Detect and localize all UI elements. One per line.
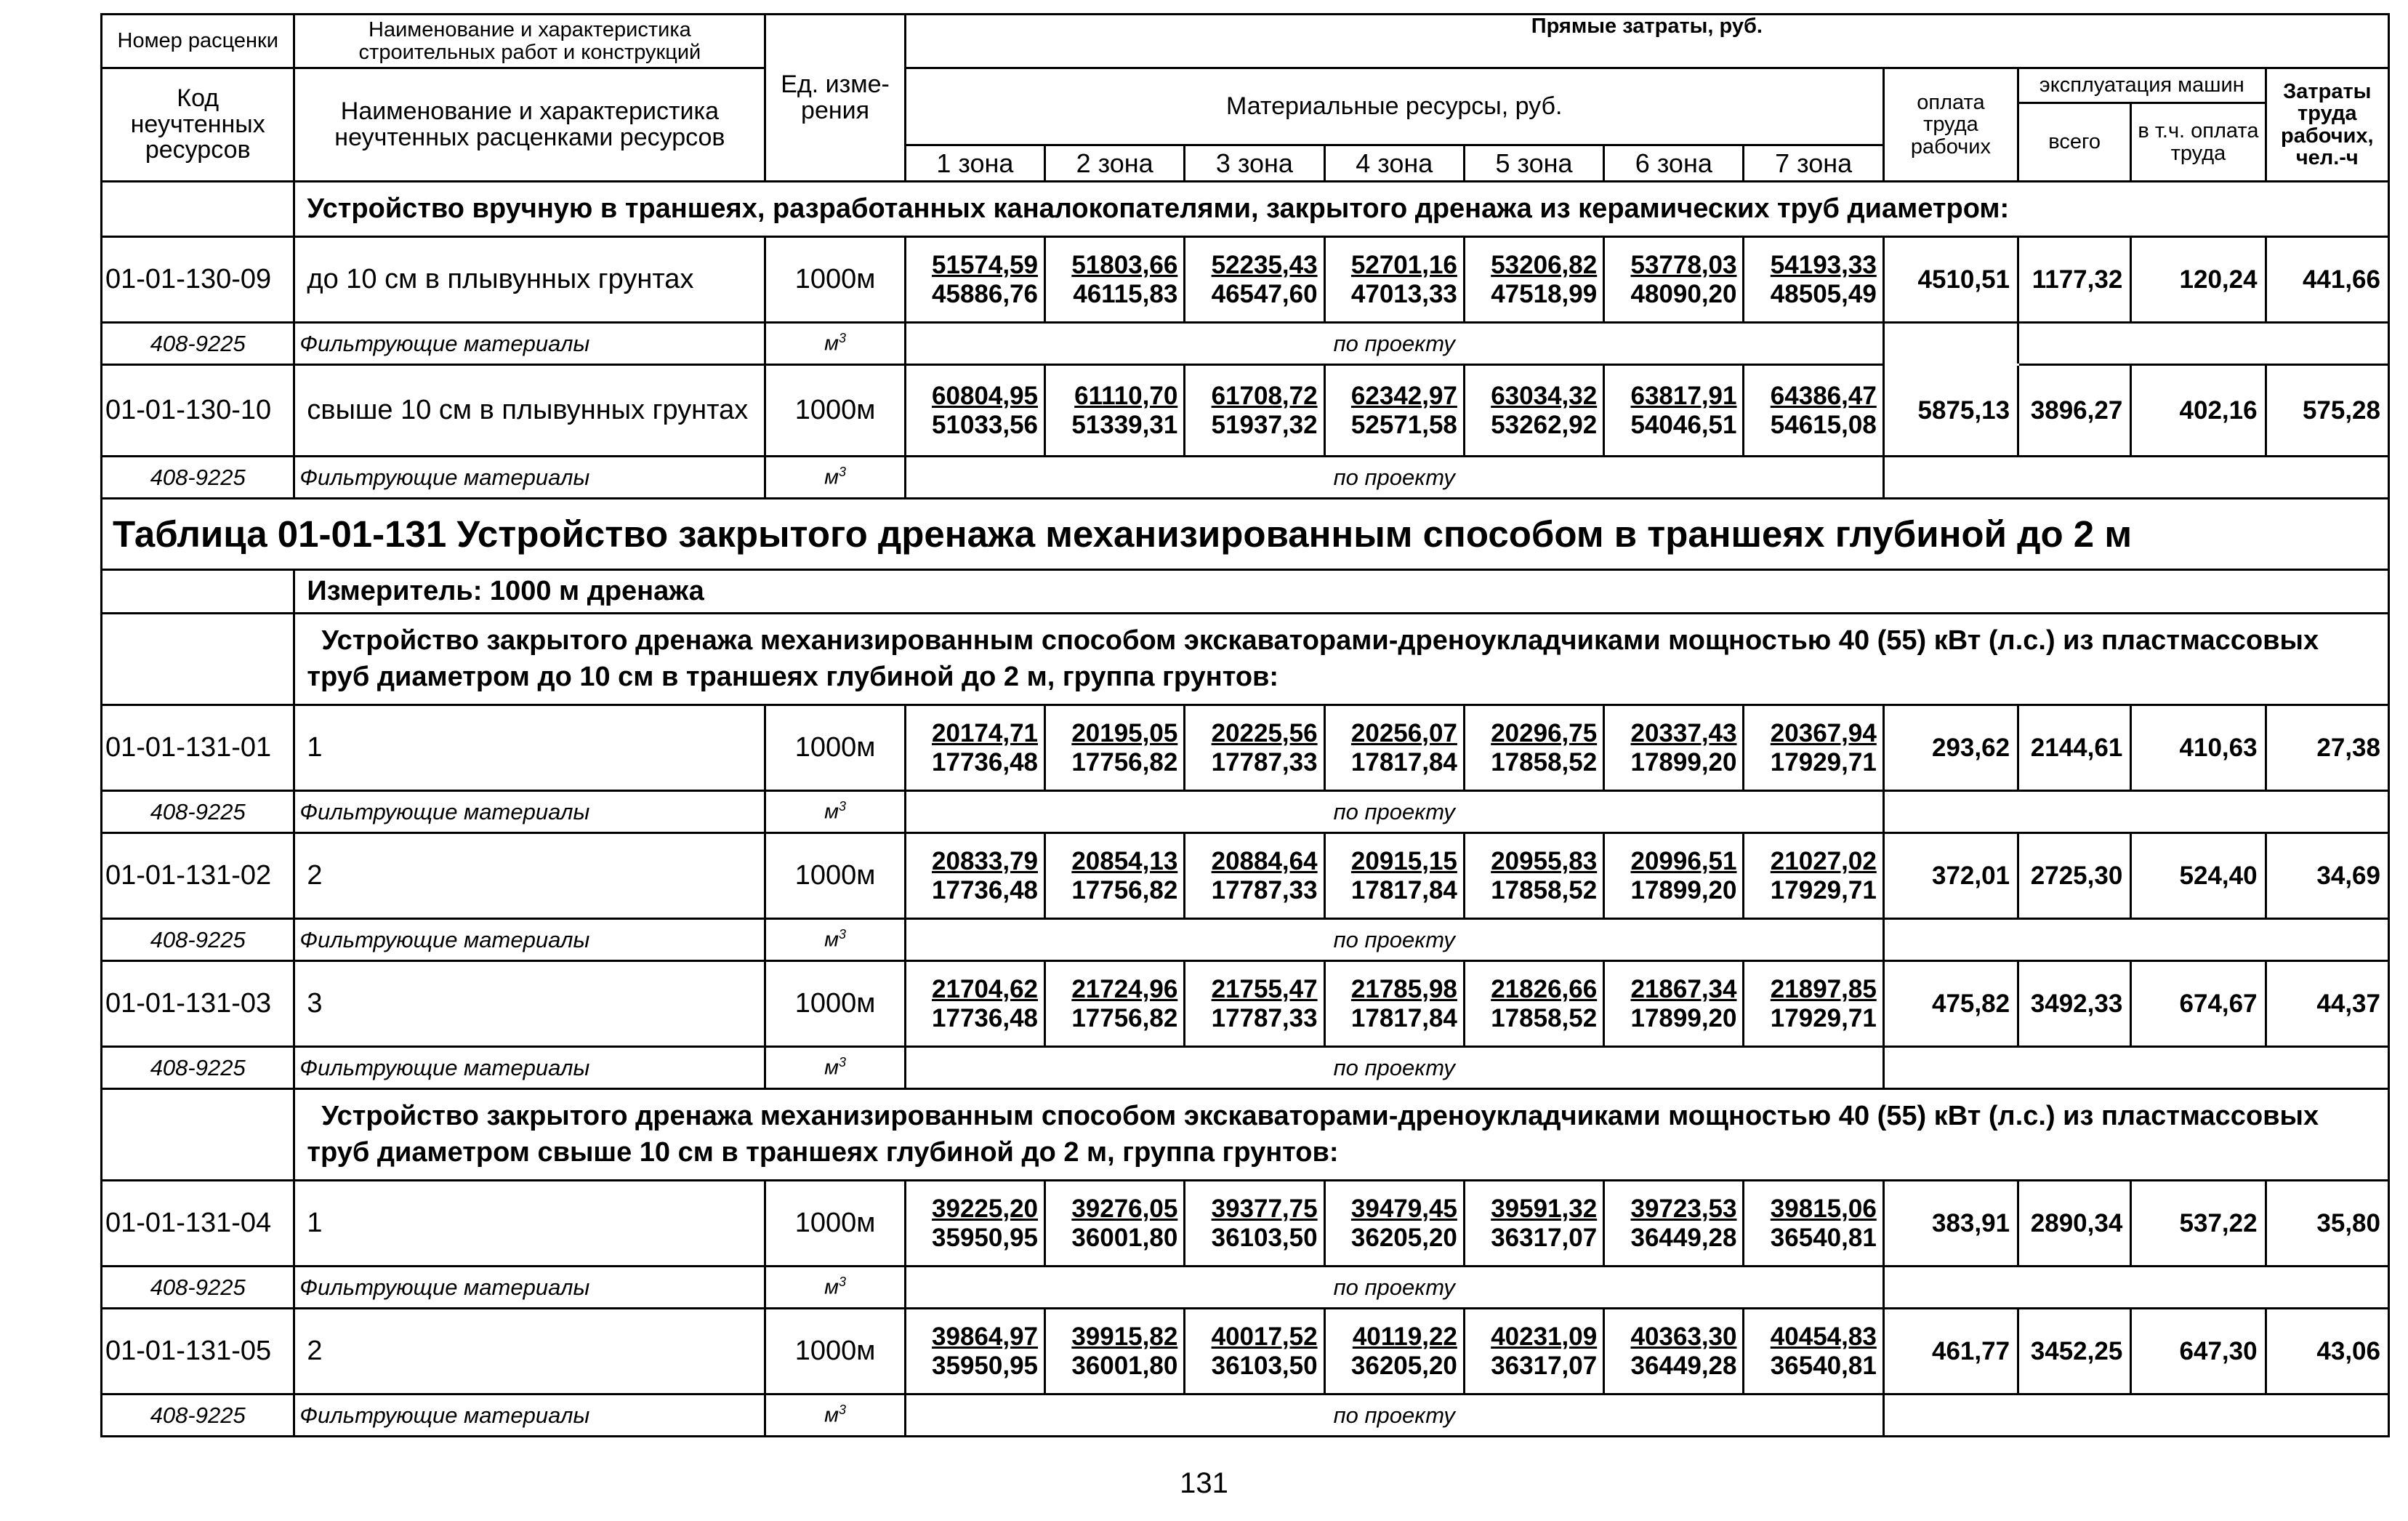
empty-cell [1883,791,2388,833]
price-material: 17736,48 [932,875,1038,904]
price-full: 21785,98 [1350,974,1457,1003]
resource-unit: $м^3$ [765,919,905,961]
machine-pay: 402,16 [2131,365,2266,457]
zone-price [1185,705,1324,791]
price-material: 17787,33 [1211,875,1318,904]
zone-price [1185,1181,1324,1267]
zone-price [1045,1181,1185,1267]
resource-code: 408-9225 [102,323,294,365]
rate-name: 1 [294,705,765,791]
price-material: 45886,76 [932,279,1038,308]
empty-cell [1883,1394,2388,1437]
machine-pay: 524,40 [2131,833,2266,919]
rate-unit: 1000м [765,1181,905,1267]
table-row [102,237,2389,323]
price-full: 61708,72 [1211,381,1318,410]
zone-price [1604,705,1744,791]
rate-code: 01-01-131-02 [102,833,294,919]
rate-unit: 1000м [765,1309,905,1394]
table-row [102,833,2389,919]
price-material: 52571,58 [1350,410,1457,439]
price-full: 21755,47 [1211,974,1318,1003]
resource-code: 408-9225 [102,1394,294,1437]
zone-price [1464,1309,1603,1394]
header-name-unaccounted: Наименование и характеристика неучтенных расценками ресурсов [294,68,765,182]
price-material: 36317,07 [1491,1351,1598,1380]
table-row [102,1309,2389,1394]
empty-cell [1883,457,2388,499]
zone-price [905,1309,1044,1394]
rate-unit: 1000м [765,833,905,919]
header-direct-costs: Прямые затраты, руб. [905,15,2388,68]
machine-total: 2144,61 [2018,705,2131,791]
zone-price [1324,365,1464,457]
zone-price [1744,237,1883,323]
zone-price [1324,1181,1464,1267]
resource-unit: $м^3$ [765,323,905,365]
price-full: 52235,43 [1211,250,1318,279]
price-full: 20915,15 [1350,846,1457,875]
price-material: 17899,20 [1630,747,1737,776]
zone-price [905,961,1044,1047]
empty-cell [2018,323,2389,365]
price-full: 20174,71 [932,718,1038,747]
empty-cell [1883,1047,2388,1089]
zone-price [1324,237,1464,323]
section-heading: Устройство закрытого дренажа механизированным способом экскаваторами-дреноукладчиками мощностью 40 (55) кВт (л.с.) из пластмассовых труб диаметром до 10 см в траншеях глубиной до 2 м, группа грунтов: [294,614,2389,705]
machine-total: 3452,25 [2018,1309,2131,1394]
price-material: 17817,84 [1350,875,1457,904]
price-material: 17787,33 [1211,1003,1318,1032]
labor-pay: 475,82 [1883,961,2018,1047]
rate-code: 01-01-130-09 [102,237,294,323]
price-material: 51937,32 [1211,410,1318,439]
price-full: 21867,34 [1630,974,1737,1003]
machine-pay: 647,30 [2131,1309,2266,1394]
header-labor-costs: Затраты труда рабочих, чел.-ч [2266,68,2388,182]
empty-cell [1883,323,2018,365]
price-full: 61110,70 [1074,381,1178,410]
price-full: 20296,75 [1491,718,1598,747]
price-full: 39864,97 [932,1322,1038,1351]
rate-name: до 10 см в плывунных грунтах [294,237,765,323]
price-full: 20337,43 [1630,718,1737,747]
zone-price [1744,833,1883,919]
header-zone-1: 1 зона [905,145,1044,182]
empty-cell [102,614,294,705]
price-full: 20367,94 [1770,718,1877,747]
table-row [102,365,2389,457]
labor-hours: 575,28 [2266,365,2388,457]
header-work-name: Наименование и характеристика строительных работ и конструкций [294,15,765,68]
rate-code: 01-01-131-01 [102,705,294,791]
header-unit: Ед. изме-рения [765,15,905,182]
zone-price [1744,1309,1883,1394]
zone-price [1604,1181,1744,1267]
price-full: 20955,83 [1491,846,1598,875]
zone-price [1185,237,1324,323]
zone-price [905,365,1044,457]
machine-pay: 120,24 [2131,237,2266,323]
price-full: 21724,96 [1071,974,1178,1003]
resource-unit: $м^3$ [765,457,905,499]
price-full: 39915,82 [1071,1322,1178,1351]
empty-cell [1883,919,2388,961]
resource-name: Фильтрующие материалы [294,1394,765,1437]
zone-price [1604,237,1744,323]
price-material: 17736,48 [932,1003,1038,1032]
resource-code: 408-9225 [102,1047,294,1089]
machine-total: 3492,33 [2018,961,2131,1047]
price-material: 17858,52 [1491,875,1598,904]
resource-code: 408-9225 [102,457,294,499]
machine-pay: 674,67 [2131,961,2266,1047]
price-full: 39276,05 [1071,1194,1178,1223]
resource-code: 408-9225 [102,791,294,833]
price-full: 64386,47 [1770,381,1877,410]
zone-price [1324,1309,1464,1394]
header-rate-number: Номер расценки [102,15,294,68]
price-full: 39723,53 [1630,1194,1737,1223]
rate-name: 3 [294,961,765,1047]
resource-unit: $м^3$ [765,1267,905,1309]
price-material: 36449,28 [1630,1223,1737,1252]
zone-price [1185,961,1324,1047]
price-full: 63817,91 [1630,381,1737,410]
price-full: 39479,45 [1350,1194,1457,1223]
price-material: 36103,50 [1211,1223,1318,1252]
zone-price [905,833,1044,919]
header-zone-2: 2 зона [1045,145,1185,182]
zone-price [1185,833,1324,919]
header-zone-4: 4 зона [1324,145,1464,182]
zone-price [1324,705,1464,791]
price-material: 17756,82 [1071,875,1178,904]
resource-row [102,457,2389,499]
price-full: 21027,02 [1770,846,1877,875]
machine-total: 2890,34 [2018,1181,2131,1267]
header-zone-3: 3 зона [1185,145,1324,182]
machine-pay: 537,22 [2131,1181,2266,1267]
resource-name: Фильтрующие материалы [294,457,765,499]
price-full: 20854,13 [1071,846,1178,875]
resource-note: по проекту [905,791,1883,833]
price-full: 40119,22 [1352,1322,1457,1351]
resource-note: по проекту [905,457,1883,499]
header-zone-5: 5 зона [1464,145,1603,182]
price-material: 35950,95 [932,1223,1038,1252]
price-material: 17858,52 [1491,1003,1598,1032]
resource-row [102,1267,2389,1309]
price-full: 51803,66 [1071,250,1178,279]
labor-hours: 35,80 [2266,1181,2388,1267]
price-material: 48090,20 [1630,279,1737,308]
price-full: 60804,95 [932,381,1038,410]
price-material: 36540,81 [1770,1351,1877,1380]
price-material: 36205,20 [1350,1223,1457,1252]
price-full: 40231,09 [1491,1322,1598,1351]
zone-price [1604,833,1744,919]
price-material: 35950,95 [932,1351,1038,1380]
resource-row [102,791,2389,833]
resource-name: Фильтрующие материалы [294,791,765,833]
resource-unit: $м^3$ [765,1047,905,1089]
price-material: 36001,80 [1071,1351,1178,1380]
price-full: 39815,06 [1770,1194,1877,1223]
rate-unit: 1000м [765,961,905,1047]
price-full: 40363,30 [1630,1322,1737,1351]
price-material: 46115,83 [1073,279,1178,308]
empty-cell [102,1089,294,1181]
zone-price [1464,365,1603,457]
zone-price [1464,705,1603,791]
zone-price [1464,237,1603,323]
resource-code: 408-9225 [102,1267,294,1309]
price-full: 21704,62 [932,974,1038,1003]
resource-name: Фильтрующие материалы [294,1267,765,1309]
rate-name: 1 [294,1181,765,1267]
zone-price [1324,961,1464,1047]
price-material: 36317,07 [1491,1223,1598,1252]
price-material: 51033,56 [932,410,1038,439]
price-full: 21897,85 [1770,974,1877,1003]
header-machine-operation: эксплуатация машин [2018,68,2266,103]
labor-pay: 383,91 [1883,1181,2018,1267]
labor-pay: 293,62 [1883,705,2018,791]
price-full: 39225,20 [932,1194,1038,1223]
price-full: 53206,82 [1491,250,1598,279]
resource-unit: $м^3$ [765,791,905,833]
rate-code: 01-01-130-10 [102,365,294,457]
price-material: 54615,08 [1770,410,1877,439]
header-machine-incl-pay: в т.ч. оплата труда [2131,103,2266,182]
machine-pay: 410,63 [2131,705,2266,791]
price-material: 17817,84 [1350,747,1457,776]
price-full: 20225,56 [1211,718,1318,747]
price-full: 39377,75 [1211,1194,1318,1223]
price-full: 63034,32 [1491,381,1598,410]
labor-hours: 27,38 [2266,705,2388,791]
price-material: 17858,52 [1491,747,1598,776]
machine-total: 3896,27 [2018,365,2131,457]
price-full: 40017,52 [1211,1322,1318,1351]
zone-price [1045,237,1185,323]
zone-price [905,705,1044,791]
price-material: 47013,33 [1350,279,1457,308]
price-material: 17736,48 [932,747,1038,776]
labor-pay: 461,77 [1883,1309,2018,1394]
resource-unit: $м^3$ [765,1394,905,1437]
price-full: 52701,16 [1350,250,1457,279]
labor-hours: 34,69 [2266,833,2388,919]
price-full: 54193,33 [1770,250,1877,279]
price-material: 17787,33 [1211,747,1318,776]
machine-total: 2725,30 [2018,833,2131,919]
zone-price [1045,1309,1185,1394]
resource-name: Фильтрующие материалы [294,323,765,365]
price-material: 17929,71 [1770,875,1877,904]
header-labor-pay: оплата труда рабочих [1883,68,2018,182]
price-material: 47518,99 [1491,279,1598,308]
header-code-unaccounted: Код неучтенных ресурсов [102,68,294,182]
zone-price [1185,1309,1324,1394]
resource-row [102,1394,2389,1437]
rate-code: 01-01-131-04 [102,1181,294,1267]
price-full: 21826,66 [1491,974,1598,1003]
price-full: 40454,83 [1770,1322,1877,1351]
labor-pay: 372,01 [1883,833,2018,919]
zone-price [1744,365,1883,457]
resource-note: по проекту [905,1267,1883,1309]
price-material: 36540,81 [1770,1223,1877,1252]
resource-note: по проекту [905,323,1883,365]
price-material: 36449,28 [1630,1351,1737,1380]
price-full: 62342,97 [1350,381,1457,410]
price-full: 53778,03 [1630,250,1737,279]
zone-price [1744,705,1883,791]
price-material: 36103,50 [1211,1351,1318,1380]
machine-total: 1177,32 [2018,237,2131,323]
price-material: 53262,92 [1491,410,1598,439]
price-full: 20833,79 [932,846,1038,875]
zone-price [1604,365,1744,457]
page-number: 131 [1180,1467,1228,1499]
price-material: 51339,31 [1071,410,1178,439]
zone-price [1185,365,1324,457]
resource-name: Фильтрующие материалы [294,1047,765,1089]
price-material: 36205,20 [1350,1351,1457,1380]
price-material: 46547,60 [1211,279,1318,308]
empty-cell [102,570,294,614]
rate-code: 01-01-131-03 [102,961,294,1047]
zone-price [1324,833,1464,919]
price-material: 17817,84 [1350,1003,1457,1032]
price-full: 51574,59 [932,250,1038,279]
table-row [102,1181,2389,1267]
resource-note: по проекту [905,1047,1883,1089]
rate-unit: 1000м [765,237,905,323]
zone-price [1464,833,1603,919]
price-material: 17756,82 [1071,747,1178,776]
price-material: 17929,71 [1770,1003,1877,1032]
price-material: 17899,20 [1630,1003,1737,1032]
labor-pay: 4510,51 [1883,237,2018,323]
zone-price [1604,961,1744,1047]
resource-note: по проекту [905,919,1883,961]
table-row [102,705,2389,791]
zone-price [1744,1181,1883,1267]
header-material-resources: Материальные ресурсы, руб. [905,68,1883,145]
table-meter: Измеритель: 1000 м дренажа [294,570,2389,614]
section-heading: Устройство закрытого дренажа механизированным способом экскаваторами-дреноукладчиками мощностью 40 (55) кВт (л.с.) из пластмассовых труб диаметром свыше 10 см в траншеях глубиной до 2 м, группа грунтов: [294,1089,2389,1181]
zone-price [905,1181,1044,1267]
header-zone-6: 6 зона [1604,145,1744,182]
section-empty-cell [102,182,294,237]
labor-pay: 5875,13 [1883,365,2018,457]
price-material: 17899,20 [1630,875,1737,904]
price-table [100,13,2390,1437]
resource-row [102,323,2389,365]
header-machine-total: всего [2018,103,2131,182]
rate-name: 2 [294,833,765,919]
price-material: 54046,51 [1630,410,1737,439]
price-full: 20884,64 [1211,846,1318,875]
rate-code: 01-01-131-05 [102,1309,294,1394]
zone-price [905,237,1044,323]
rate-name: 2 [294,1309,765,1394]
labor-hours: 43,06 [2266,1309,2388,1394]
resource-code: 408-9225 [102,919,294,961]
rate-unit: 1000м [765,365,905,457]
price-material: 48505,49 [1770,279,1877,308]
zone-price [1045,961,1185,1047]
resource-note: по проекту [905,1394,1883,1437]
table-row [102,961,2389,1047]
table-title: Таблица 01-01-131 Устройство закрытого дренажа механизированным способом в траншеях глубиной до 2 м [102,499,2389,570]
price-material: 17929,71 [1770,747,1877,776]
zone-price [1045,365,1185,457]
zone-price [1045,705,1185,791]
price-full: 20195,05 [1071,718,1178,747]
rate-name: свыше 10 см в плывунных грунтах [294,365,765,457]
header-zone-7: 7 зона [1744,145,1883,182]
rate-unit: 1000м [765,705,905,791]
section-heading: Устройство вручную в траншеях, разработанных каналокопателями, закрытого дренажа из керамических труб диаметром: [294,182,2389,237]
price-full: 20996,51 [1630,846,1737,875]
resource-row [102,1047,2389,1089]
resource-name: Фильтрующие материалы [294,919,765,961]
empty-cell [1883,1267,2388,1309]
labor-hours: 441,66 [2266,237,2388,323]
zone-price [1464,1181,1603,1267]
zone-price [1464,961,1603,1047]
price-full: 39591,32 [1491,1194,1598,1223]
zone-price [1604,1309,1744,1394]
price-full: 20256,07 [1350,718,1457,747]
price-material: 17756,82 [1071,1003,1178,1032]
resource-row [102,919,2389,961]
zone-price [1045,833,1185,919]
price-material: 36001,80 [1071,1223,1178,1252]
zone-price [1744,961,1883,1047]
labor-hours: 44,37 [2266,961,2388,1047]
